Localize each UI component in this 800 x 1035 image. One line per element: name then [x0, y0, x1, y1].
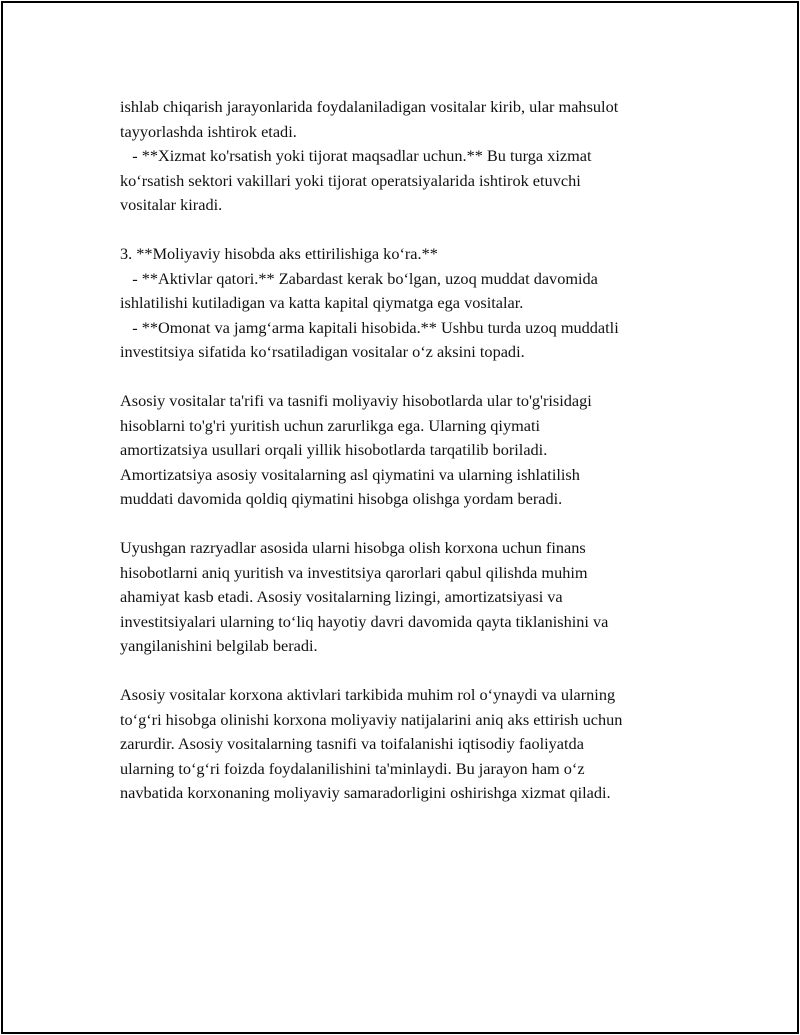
paragraph-definition [120, 389, 700, 512]
text-line: tayyorlashda ishtirok etadi. [120, 121, 297, 141]
text-line: to‘g‘ri hisobga olinishi korxona moliyaviy natijalarini aniq aks ettirish uchun [120, 709, 623, 729]
text-line: ahamiyat kasb etadi. Asosiy vositalarning lizingi, amortizatsiyasi va [120, 587, 563, 606]
text-line: investitsiyalari ularning to‘liq hayotiy davri davomida qayta tiklanishini va [120, 611, 609, 631]
text-line: ularning to‘g‘ri foizda foydalanilishini ta'minlaydi. Bu jarayon ham o‘z [120, 758, 585, 778]
paragraph-organized [120, 536, 700, 659]
text-line: - **Omonat va jamg‘arma kapitali hisobida.** Ushbu turda uzoq muddatli [120, 317, 619, 337]
text-line: hisoblarni to'g'ri yuritish uchun zarurlikga ega. Ularning qiymati [120, 415, 541, 435]
text-line: Asosiy vositalar ta'rifi va tasnifi moliyaviy hisobotlarda ular to'g'risidagi [120, 391, 592, 410]
text-line: hisobotlarni aniq yuritish va investitsiya qarorlari qabul qilishda muhim [120, 562, 588, 582]
text-line: yangilanishini belgilab beradi. [120, 636, 318, 655]
text-line: ko‘rsatish sektori vakillari yoki tijorat operatsiyalarida ishtirok etuvchi [120, 170, 581, 190]
text-line: Asosiy vositalar korxona aktivlari tarkibida muhim rol o‘ynaydi va ularning [120, 685, 616, 704]
text-line: vositalar kiradi. [120, 195, 223, 214]
paragraph-spacer [120, 365, 700, 390]
text-line: ishlatilishi kutiladigan va katta kapital qiymatga ega vositalar. [120, 293, 524, 312]
text-line: navbatida korxonaning moliyaviy samaradorligini oshirishga xizmat qiladi. [120, 783, 611, 802]
paragraph-spacer [120, 218, 700, 243]
paragraph-conclusion [120, 683, 700, 806]
text-line: Uyushgan razryadlar asosida ularni hisobga olish korxona uchun finans [120, 538, 586, 557]
text-line: Amortizatsiya asosiy vositalarning asl qiymatini va ularning ishlatilish [120, 464, 580, 484]
text-line: zarurdir. Asosiy vositalarning tasnifi va toifalanishi iqtisodiy faoliyatda [120, 734, 584, 753]
text-line: muddati davomida qoldiq qiymatini hisobga olishga yordam beradi. [120, 489, 563, 508]
paragraph-spacer [120, 512, 700, 537]
text-line: investitsiya sifatida ko‘rsatiladigan vositalar o‘z aksini topadi. [120, 342, 525, 361]
text-line: ishlab chiqarish jarayonlarida foydalaniladigan vositalar kirib, ular mahsulot [120, 97, 619, 116]
document-body [120, 95, 700, 806]
section-heading: 3. **Moliyaviy hisobda aks ettirilishiga ko‘ra.** [120, 244, 438, 263]
text-line: amortizatsiya usullari orqali yillik hisobotlarda tarqatilib boriladi. [120, 440, 548, 459]
text-line: - **Xizmat ko'rsatish yoki tijorat maqsadlar uchun.** Bu turga xizmat [120, 146, 592, 165]
document-page [1, 1, 799, 1034]
paragraph-intro-continuation [120, 95, 700, 218]
paragraph-spacer [120, 659, 700, 684]
paragraph-section-3 [120, 242, 700, 365]
text-line: - **Aktivlar qatori.** Zabardast kerak bo‘lgan, uzoq muddat davomida [120, 268, 598, 288]
